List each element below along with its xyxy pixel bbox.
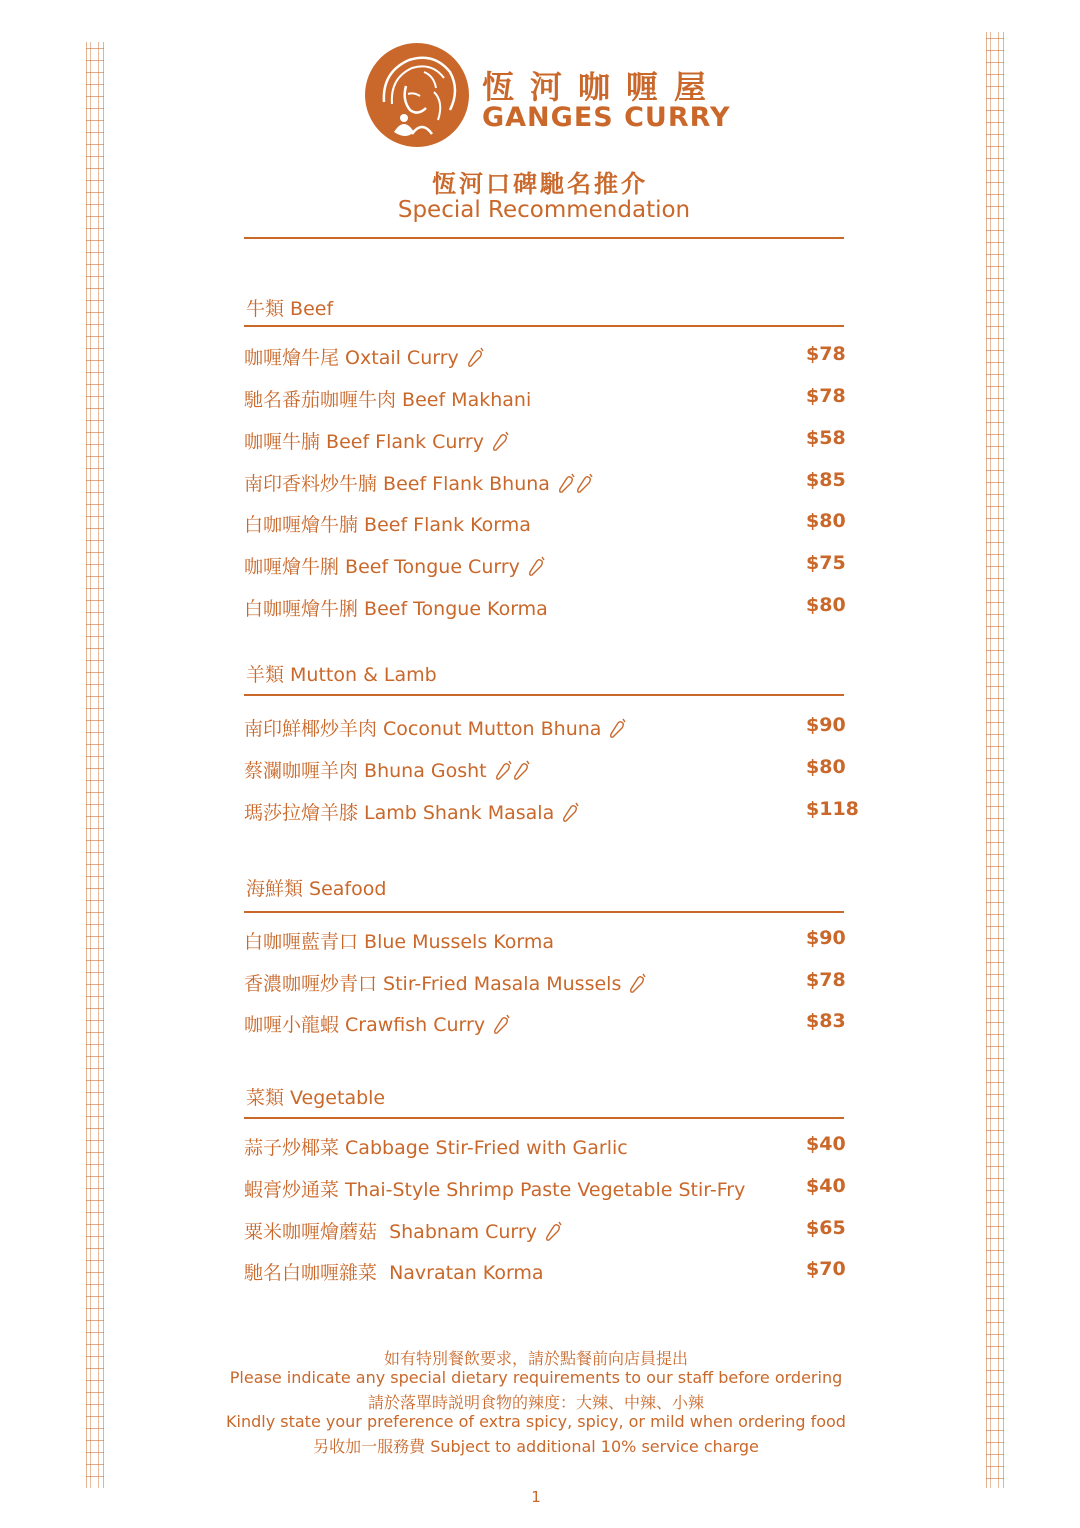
menu-item-price: $80 [806,594,846,616]
chili-icon [491,1013,511,1035]
chili-icon [490,430,510,452]
menu-item [244,469,594,496]
menu-item [244,1010,511,1037]
chili-icon [560,801,580,823]
menu-item-price: $40 [806,1133,846,1155]
menu-item-name: 咖喱燴牛尾 Oxtail Curry [244,347,459,369]
footer-note-spice-zh: 請於落單時説明食物的辣度：大辣、中辣、小辣 [367,1393,704,1412]
menu-item-name: 白咖喱燴牛脷 Beef Tongue Korma [244,598,548,620]
menu-item [244,1175,745,1202]
decorative-border-left [86,42,104,1488]
menu-item [244,1217,563,1244]
menu-item-name: 粟米咖喱燴蘑菇 Shabnam Curry [244,1221,537,1243]
section-heading-seafood: 海鮮類 Seafood [246,878,387,900]
chili-icon [543,1220,563,1242]
menu-item [244,1133,628,1160]
section-divider [244,1117,844,1119]
menu-item-price: $83 [806,1010,846,1032]
menu-item-name: 蔡瀾咖喱羊肉 Bhuna Gosht [244,760,487,782]
page-title-en: Special Recommendation [397,197,691,223]
menu-item-name: 蒜子炒椰菜 Cabbage Stir-Fried with Garlic [244,1137,628,1159]
menu-item-name: 咖喱燴牛脷 Beef Tongue Curry [244,556,520,578]
footer-service-charge: 另收加一服務費 Subject to additional 10% service charge [313,1437,759,1456]
menu-item-price: $40 [806,1175,846,1197]
menu-item-price: $70 [806,1258,846,1280]
menu-item-name: 南印香料炒牛腩 Beef Flank Bhuna [244,473,550,495]
menu-item-price: $58 [806,427,846,449]
menu-item-name: 咖喱小龍蝦 Crawfish Curry [244,1014,486,1036]
menu-item-price: $90 [806,714,846,736]
section-divider [244,325,844,327]
footer-note-dietary-zh: 如有特別餐飲要求，請於點餐前向店員提出 [383,1349,688,1368]
section-heading-beef: 牛類 Beef [246,298,334,320]
menu-item-name: 咖喱牛腩 Beef Flank Curry [244,431,484,453]
page-number: 1 [531,1488,541,1506]
chili-icon [556,472,576,494]
section-heading-vegetable: 菜類 Vegetable [246,1087,386,1109]
menu-item-name: 馳名白咖喱雜菜 Navratan Korma [244,1262,544,1284]
menu-item-name: 白咖喱藍青口 Blue Mussels Korma [244,931,555,953]
menu-item-name: 蝦膏炒通菜 Thai-Style Shrimp Paste Vegetable Stir-Fry [244,1179,746,1201]
menu-item-price: $80 [806,756,846,778]
menu-item [244,552,546,579]
menu-item-price: $118 [806,798,859,820]
menu-item-price: $65 [806,1217,846,1239]
chili-icon [493,759,513,781]
brand-name-zh: 恆河咖喱屋 [482,68,723,106]
logo-lady-icon [364,42,470,148]
menu-item [244,343,485,370]
menu-item [244,798,580,825]
menu-item [244,427,510,454]
chili-icon [526,555,546,577]
menu-item-name: 馳名番茄咖喱牛肉 Beef Makhani [244,389,532,411]
menu-item-name: 香濃咖喱炒青口 Stir-Fried Masala Mussels [244,973,622,995]
chili-icon [465,346,485,368]
menu-item-price: $78 [806,385,846,407]
menu-item [244,714,627,741]
footer-note-dietary-en: Please indicate any special dietary requirements to our staff before ordering [229,1368,843,1387]
menu-item-price: $85 [806,469,846,491]
section-heading-mutton-lamb: 羊類 Mutton & Lamb [246,664,437,686]
section-divider [244,911,844,913]
section-divider [244,694,844,696]
menu-item-price: $75 [806,552,846,574]
menu-item [244,510,531,537]
chili-icon [627,972,647,994]
menu-item [244,385,531,412]
decorative-border-right [986,32,1004,1488]
menu-item-name: 南印鮮椰炒羊肉 Coconut Mutton Bhuna [244,718,602,740]
brand-name-en: GANGES CURRY [482,102,731,133]
menu-item [244,594,548,621]
menu-item-price: $78 [806,343,846,365]
menu-item-price: $90 [806,927,846,949]
menu-item-price: $78 [806,969,846,991]
menu-item [244,1258,544,1285]
menu-item-name: 白咖喱燴牛腩 Beef Flank Korma [244,514,531,536]
menu-item-name: 瑪莎拉燴羊膝 Lamb Shank Masala [244,802,555,824]
menu-item [244,969,647,996]
menu-item [244,756,531,783]
chili-icon [511,759,531,781]
menu-item [244,927,554,954]
footer-note-spice-en: Kindly state your preference of extra spicy, spicy, or mild when ordering food [226,1412,846,1431]
menu-item-price: $80 [806,510,846,532]
chili-icon [607,717,627,739]
title-divider [244,237,844,239]
page-title-zh: 恆河口碑馳名推介 [432,170,648,198]
chili-icon [574,472,594,494]
